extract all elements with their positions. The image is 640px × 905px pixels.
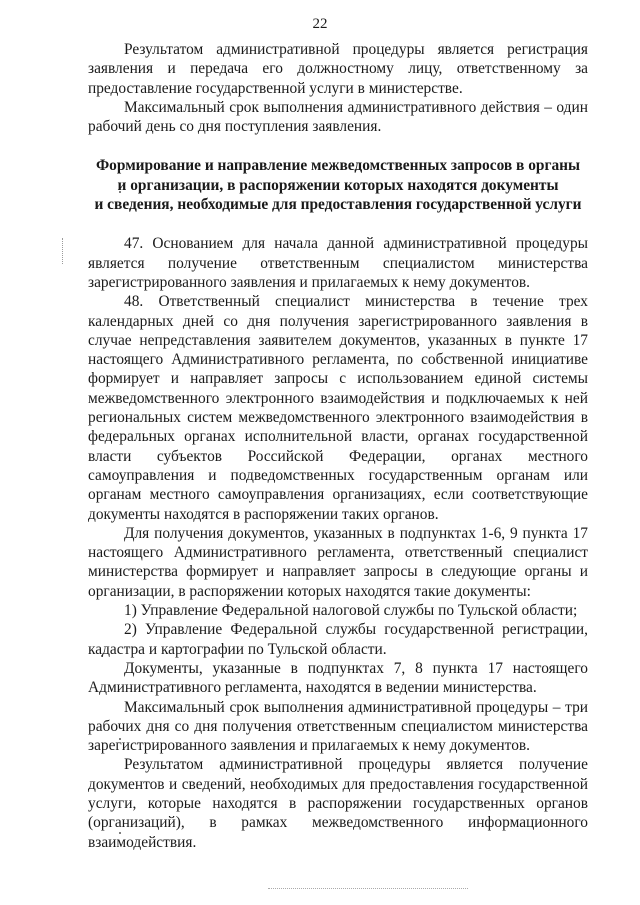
section-heading-line: и сведения, необходимые для предоставления государственной услуги [94, 196, 582, 214]
page-number: 22 [312, 16, 328, 32]
paragraph-max-time-registration: Максимальный срок выполнения административного действия – один рабочий день со дня поступления заявления. [88, 98, 588, 136]
paragraph-documents-request: Для получения документов, указанных в подпунктах 1-6, 9 пункта 17 настоящего Административного регламента, ответственный специалист министерства формирует и направляет запросы в следующие органы и организации, в распоряжении которых находятся такие документы: [88, 524, 588, 600]
list-item-tax-service: 1) Управление Федеральной налоговой службы по Тульской области; [124, 602, 578, 620]
paragraph-result-requests: Результатом административной процедуры является получение документов и сведений, необходимых для предоставления государственной услуги, которые находятся в распоряжении государственных органов (организаций), в рамках межведомственного информационного взаимодействия. [88, 756, 588, 851]
margin-scan-artifact [62, 238, 65, 264]
paragraph-result-registration: Результатом административной процедуры является регистрация заявления и передача его должностному лицу, ответственному за предоставление государственной услуги в министерстве. [88, 41, 588, 97]
document-body [88, 40, 588, 852]
scan-bottom-artifact [268, 888, 468, 890]
section-heading [88, 156, 588, 214]
section-heading-line: Формирование и направление межведомственных запросов в органы [95, 157, 581, 175]
list-item-registration-service: 2) Управление Федеральной службы государственной регистрации, кадастра и картографии по Тульской области. [88, 621, 588, 658]
paragraph-47: 47. Основанием для начала данной административной процедуры является получение ответственным специалистом министерства зарегистрированного заявления и прилагаемых к нему документов. [88, 235, 588, 291]
paragraph-48: 48. Ответственный специалист министерства в течение трех календарных дней со дня получения зарегистрированного заявления в случае непредставления заявителем документов, указанных в пункте 17 настоящего Административного регламента, по собственной инициативе формирует и направляет запросы с использованием единой системы межведомственного электронного взаимодействия и подключаемых к ней региональных систем межведомственного электронного взаимодействия в федеральных органах исполнительной власти, органах государственной власти субъектов Российской Федерации, органах местного самоуправления и подведомственных государственным органам или органам местного самоуправления организациях, если соответствующие документы находятся в распоряжении таких органов. [88, 293, 588, 523]
paragraph-ministry-documents: Документы, указанные в подпунктах 7, 8 пункта 17 настоящего Административного регламента, находятся в ведении министерства. [88, 659, 588, 697]
paragraph-max-time-requests: Максимальный срок выполнения административной процедуры – три рабочих дня со дня получения ответственным специалистом министерства зарегистрированного заявления и прилагаемых к нему документов. [88, 698, 588, 755]
section-heading-line: и организации, в распоряжении которых находятся документы [117, 176, 559, 194]
